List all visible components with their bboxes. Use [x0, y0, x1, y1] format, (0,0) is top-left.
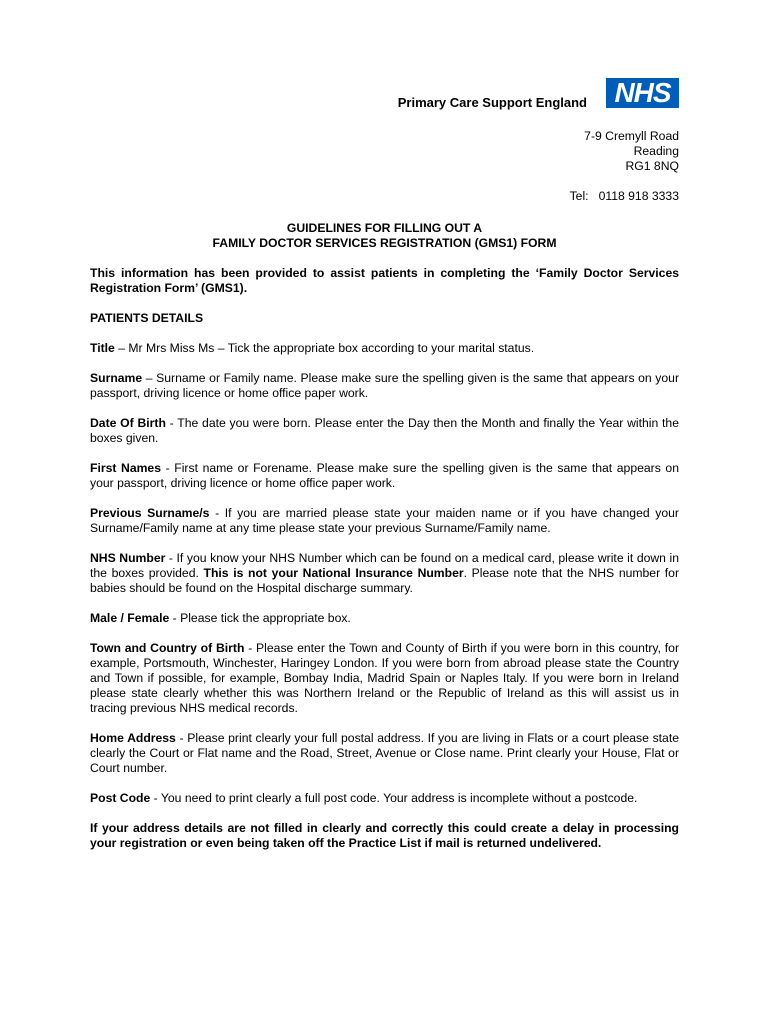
field-label: Post Code: [90, 791, 151, 805]
nhs-logo: NHS: [606, 78, 679, 108]
field-title-guidance: [90, 341, 679, 356]
document-title-line-2: FAMILY DOCTOR SERVICES REGISTRATION (GMS1) FORM: [212, 236, 557, 250]
field-label: Home Address: [90, 731, 176, 745]
field-description: - Please print clearly your full postal address. If you are living in Flats or a court please state clearly the Court or Flat name and the Road, Street, Avenue or Close name. Print clearly your House, Flat or Court number.: [90, 731, 680, 775]
field-surname-guidance: [90, 371, 679, 401]
field-emphasis: This is not your National Insurance Number: [203, 566, 464, 580]
document-title: [90, 221, 679, 251]
address-warning: If your address details are not filled in clearly and correctly this could create a delay in processing your registration or even being taken off the Practice List if mail is returned undelivered.: [90, 821, 679, 850]
field-gender-guidance: [90, 611, 679, 626]
field-description-continued: . Please note that the NHS number for babies should be found on the Hospital discharge summary.: [90, 566, 680, 595]
field-description: - You need to print clearly a full post code. Your address is incomplete without a postcode.: [150, 791, 638, 805]
field-label: Male / Female: [90, 611, 170, 625]
page-header: [90, 78, 679, 112]
field-birthplace-guidance: [90, 641, 679, 716]
field-description: - Please tick the appropriate box.: [169, 611, 351, 625]
address-line-3: RG1 8NQ: [625, 159, 679, 173]
telephone-label: Tel:: [569, 189, 589, 203]
field-previous-surname-guidance: [90, 506, 679, 536]
document-title-line-1: GUIDELINES FOR FILLING OUT A: [286, 221, 483, 235]
field-label: Title: [90, 341, 115, 355]
field-dob-guidance: [90, 416, 679, 446]
address-line-2: Reading: [633, 144, 679, 158]
address-line-1: 7-9 Cremyll Road: [584, 129, 679, 143]
field-description: - Please enter the Town and County of Birth if you were born in this country, for example, Portsmouth, Winchester, Haringey London. If you were born from abroad please state the Country and Town if possible, for example, Bombay India, Madrid Spain or Naples Italy. If you were born in Ireland please state clearly whether this was Northern Ireland or the Republic of Ireland as this will assist us in tracing previous NHS medical records.: [90, 641, 679, 715]
document-body: [90, 266, 679, 866]
organisation-name: Primary Care Support England: [397, 95, 587, 110]
field-description: - If you are married please state your maiden name or if you have changed your Surname/Family name at any time please state your previous Surname/Family name.: [90, 506, 679, 535]
field-label: Surname: [90, 371, 143, 385]
field-description: - The date you were born. Please enter the Day then the Month and finally the Year within the boxes given.: [90, 416, 679, 445]
intro-paragraph: This information has been provided to assist patients in completing the ‘Family Doctor Services Registration Form’ (GMS1).: [90, 266, 679, 295]
field-label: NHS Number: [90, 551, 166, 565]
field-label: Date Of Birth: [90, 416, 166, 430]
field-label: Town and Country of Birth: [90, 641, 245, 655]
telephone-number: 0118 918 3333: [598, 189, 679, 203]
field-home-address-guidance: [90, 731, 679, 776]
field-nhs-number-guidance: [90, 551, 679, 596]
section-heading: PATIENTS DETAILS: [90, 311, 204, 325]
field-description: - First name or Forename. Please make sure the spelling given is the same that appears on your passport, driving licence or home office paper work.: [90, 461, 679, 490]
field-description: – Surname or Family name. Please make sure the spelling given is the same that appears on your passport, driving licence or home office paper work.: [90, 371, 679, 400]
field-first-names-guidance: [90, 461, 679, 491]
address-block: [584, 129, 679, 174]
telephone: [570, 189, 679, 204]
field-description: – Mr Mrs Miss Ms – Tick the appropriate box according to your marital status.: [114, 341, 535, 355]
field-label: First Names: [90, 461, 161, 475]
field-post-code-guidance: [90, 791, 679, 806]
field-description: - If you know your NHS Number which can be found on a medical card, please write it down in the boxes provided.: [90, 551, 680, 580]
field-label: Previous Surname/s: [90, 506, 210, 520]
